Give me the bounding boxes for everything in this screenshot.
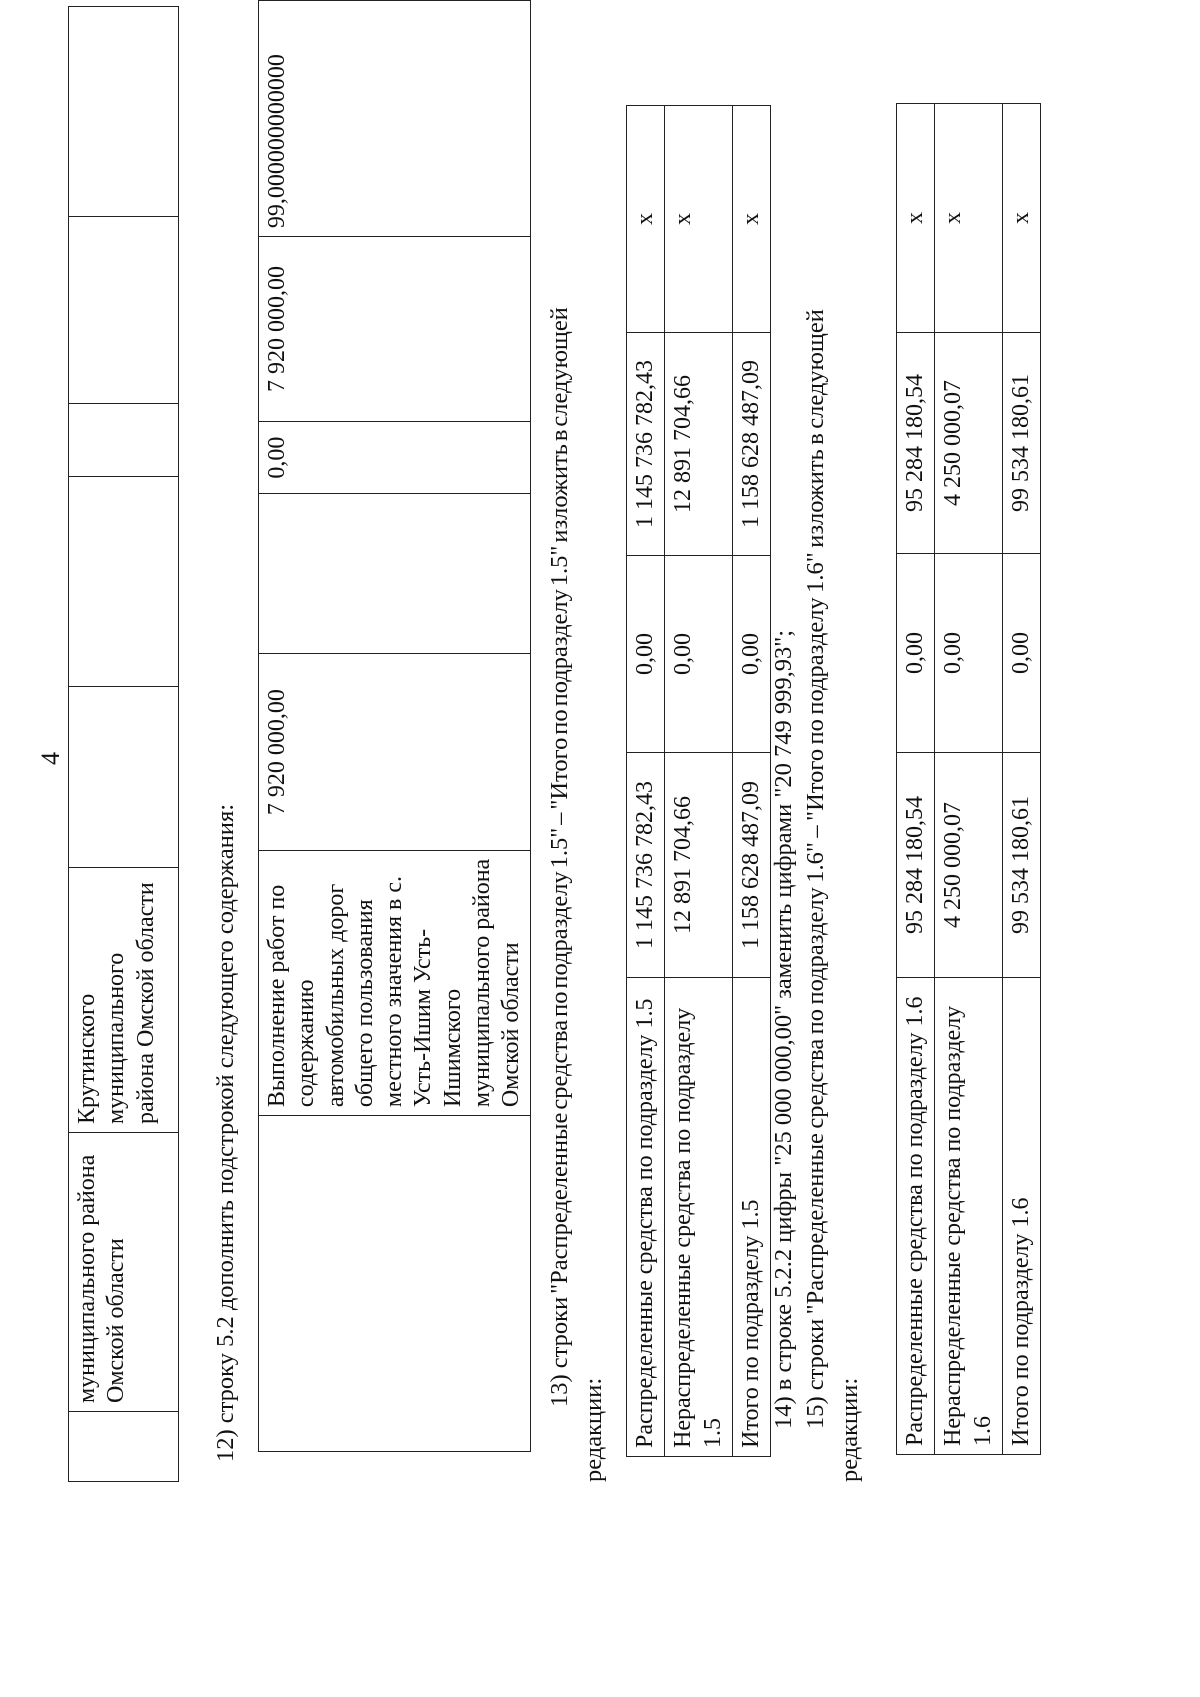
paragraph-15-line2: редакции: [836, 1377, 863, 1482]
row-5-2-description: Выполнение работ по содержанию автомобильных дорог общего пользования местного значения в с. Усть-Ишим Усть-Ишимского муниципального района Омской области [259, 850, 531, 1115]
table-subsection-1-5 [626, 105, 771, 1457]
row-5-2-amount3: 7 920 000,00 [259, 237, 531, 422]
table-row: Итого по подразделу 1.5 1 158 628 487,09 0,00 1 158 628 487,09 х [732, 106, 770, 1457]
table-row: Распределенные средства по подразделу 1.5 1 145 736 782,43 0,00 1 145 736 782,43 х [627, 106, 665, 1457]
row-5-2-amount2: 0,00 [259, 421, 531, 494]
top-table-cell-municipal: муниципального района Омской области [69, 1133, 179, 1412]
row-5-2-percent: 99,000000000000 [259, 1, 531, 237]
table-row: Итого по подразделу 1.6 99 534 180,61 0,00 99 534 180,61 х [1002, 104, 1040, 1455]
table-row: Нераспределенные средства по подразделу 1.5 12 891 704,66 0,00 12 891 704,66 х [665, 106, 733, 1457]
table-row: Распределенные средства по подразделу 1.6 95 284 180,54 0,00 95 284 180,54 х [897, 104, 935, 1455]
row-5-2-amount1: 7 920 000,00 [259, 654, 531, 850]
paragraph-14: 14) в строке 5.2.2 цифры "25 000 000,00" заменить цифрами "20 749 999,93"; [770, 629, 797, 1429]
paragraph-12: 12) строку 5.2 дополнить подстрокой следующего содержания: [212, 803, 239, 1462]
table-row: Нераспределенные средства по подразделу 1.6 4 250 000,07 0,00 4 250 000,07 х [935, 104, 1003, 1455]
top-table [68, 6, 179, 1482]
page-number: 4 [36, 752, 65, 765]
paragraph-15-line1: 15) строки "Распределенные средства по подразделу 1.6" – "Итого по подразделу 1.6" изложить в следующей [802, 309, 829, 1429]
paragraph-13-line1: 13) строки "Распределенные средства по подразделу 1.5" – "Итого по подразделу 1.5" изложить в следующей [546, 307, 573, 1407]
top-table-cell-krutinsky: Крутинского муниципального района Омской области [69, 868, 179, 1133]
row-5-2-table [258, 0, 531, 1452]
table-subsection-1-6 [896, 103, 1041, 1455]
paragraph-13-line2: редакции: [580, 1377, 607, 1482]
